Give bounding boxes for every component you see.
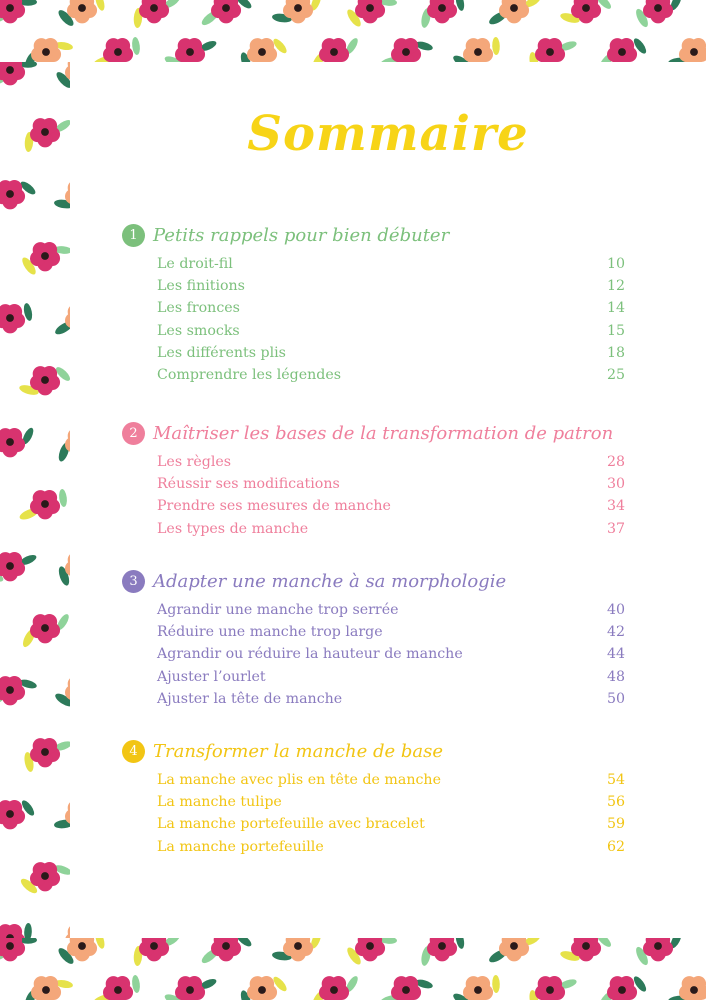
flower-icon bbox=[30, 738, 60, 767]
toc-entry-page: 14 bbox=[606, 300, 625, 317]
toc-entry bbox=[157, 454, 625, 476]
toc-entry bbox=[157, 669, 625, 691]
toc-entry bbox=[157, 816, 625, 838]
toc-entry bbox=[157, 602, 625, 624]
toc-entry bbox=[157, 345, 625, 367]
flower-icon bbox=[535, 976, 565, 1000]
flower-icon bbox=[247, 976, 277, 1000]
toc-entry-label: Réduire une manche trop large bbox=[157, 624, 383, 641]
leaf-icon bbox=[492, 37, 500, 55]
floral-pattern-bottom bbox=[0, 938, 706, 1000]
flower-icon bbox=[319, 38, 349, 62]
toc-entry bbox=[157, 521, 625, 543]
flower-icon bbox=[30, 614, 60, 643]
section-4 bbox=[122, 738, 632, 861]
flower-icon bbox=[319, 976, 349, 1000]
floral-pattern-left bbox=[0, 62, 70, 938]
flower-icon bbox=[463, 38, 493, 62]
toc-entry bbox=[157, 300, 625, 322]
flower-icon bbox=[0, 924, 25, 938]
toc-entry bbox=[157, 624, 625, 646]
toc-entry-label: Ajuster la tête de manche bbox=[157, 690, 343, 707]
flower-icon bbox=[391, 38, 421, 62]
flower-icon bbox=[679, 38, 706, 62]
toc-entry-page: 10 bbox=[606, 256, 625, 272]
toc-entry bbox=[157, 256, 625, 278]
entry-list bbox=[157, 454, 625, 543]
toc-entry-page: 40 bbox=[606, 602, 625, 618]
toc-entry bbox=[157, 646, 625, 668]
flower-icon bbox=[31, 38, 61, 62]
toc-entry bbox=[157, 839, 625, 861]
toc-entry-page: 44 bbox=[606, 646, 625, 663]
toc-entry-label: Les fronces bbox=[157, 300, 240, 317]
flower-icon bbox=[139, 938, 169, 961]
flower-icon bbox=[607, 976, 637, 1000]
section-title: Maîtriser les bases de la transformation de patron bbox=[153, 422, 614, 444]
flower-icon bbox=[427, 0, 457, 23]
flower-icon bbox=[30, 242, 60, 271]
flower-icon bbox=[30, 118, 60, 147]
toc-entry bbox=[157, 476, 625, 498]
leaf-icon bbox=[492, 975, 500, 993]
page-title: Sommaire bbox=[247, 106, 529, 162]
floral-border-left bbox=[0, 62, 70, 938]
flower-icon bbox=[643, 0, 673, 23]
section-header bbox=[122, 738, 632, 764]
flower-icon bbox=[0, 800, 25, 829]
flower-icon bbox=[139, 0, 169, 23]
flower-icon bbox=[103, 38, 133, 62]
section-number-badge: 2 bbox=[122, 422, 145, 445]
toc-entry-label: Les règles bbox=[157, 454, 232, 470]
entry-list bbox=[157, 772, 625, 861]
toc-entry bbox=[157, 794, 625, 816]
toc-entry-label: Les types de manche bbox=[157, 520, 309, 537]
toc-entry-page: 30 bbox=[606, 476, 625, 493]
section-title: Adapter une manche à sa morphologie bbox=[153, 570, 507, 592]
toc-entry-page: 34 bbox=[606, 498, 625, 515]
toc-entry-page: 50 bbox=[606, 690, 625, 707]
flower-icon bbox=[247, 38, 277, 62]
flower-icon bbox=[0, 304, 25, 333]
toc-entry-label: La manche portefeuille avec bracelet bbox=[157, 816, 425, 833]
floral-border-bottom bbox=[0, 938, 706, 1000]
toc-entry-label: Les smocks bbox=[157, 322, 240, 339]
flower-icon bbox=[0, 62, 25, 85]
flower-icon bbox=[463, 976, 493, 1000]
leaf-icon bbox=[24, 923, 32, 938]
content-panel bbox=[70, 62, 706, 938]
toc-entry-label: Le droit-fil bbox=[157, 256, 233, 272]
toc-entry-page: 37 bbox=[606, 520, 625, 537]
toc-entry-label: Ajuster l’ourlet bbox=[157, 668, 266, 685]
flower-icon bbox=[31, 976, 61, 1000]
toc-entry-label: La manche portefeuille bbox=[157, 838, 324, 855]
flower-icon bbox=[643, 938, 673, 961]
toc-entry-label: Prendre ses mesures de manche bbox=[157, 498, 391, 515]
toc-entry-page: 54 bbox=[606, 772, 625, 788]
flower-icon bbox=[607, 38, 637, 62]
toc-entry-page: 18 bbox=[606, 344, 625, 361]
flower-icon bbox=[391, 976, 421, 1000]
flower-icon bbox=[0, 552, 25, 581]
flower-icon bbox=[175, 38, 205, 62]
section-2 bbox=[122, 420, 632, 543]
section-title: Transformer la manche de base bbox=[153, 740, 444, 762]
toc-entry-label: Comprendre les légendes bbox=[157, 366, 342, 383]
flower-icon bbox=[0, 938, 25, 961]
flower-icon bbox=[0, 676, 25, 705]
toc-entry-label: La manche avec plis en tête de manche bbox=[157, 772, 441, 788]
floral-border-top bbox=[0, 0, 706, 62]
entry-list bbox=[157, 602, 625, 713]
floral-pattern-top bbox=[0, 0, 706, 62]
toc-entry-page: 59 bbox=[606, 816, 625, 833]
section-header bbox=[122, 420, 632, 446]
section-title: Petits rappels pour bien débuter bbox=[153, 224, 450, 246]
toc-entry-label: Les différents plis bbox=[157, 344, 286, 361]
toc-entry-page: 28 bbox=[606, 454, 625, 470]
section-number-badge: 4 bbox=[122, 740, 145, 763]
toc-entry-page: 48 bbox=[606, 668, 625, 685]
toc-entry-page: 42 bbox=[606, 624, 625, 641]
section-header bbox=[122, 222, 632, 248]
toc-entry bbox=[157, 367, 625, 389]
section-1 bbox=[122, 222, 632, 389]
flower-icon bbox=[0, 180, 25, 209]
flower-icon bbox=[211, 938, 241, 961]
toc-entry-page: 25 bbox=[606, 366, 625, 383]
section-number-badge: 1 bbox=[122, 224, 145, 247]
flower-icon bbox=[0, 0, 25, 23]
toc-entry-page: 62 bbox=[606, 838, 625, 855]
toc-entry bbox=[157, 772, 625, 794]
entry-list bbox=[157, 256, 625, 389]
flower-icon bbox=[499, 938, 529, 961]
section-header bbox=[122, 568, 632, 594]
toc-entry-page: 12 bbox=[606, 278, 625, 295]
toc-entry-page: 56 bbox=[606, 794, 625, 811]
flower-icon bbox=[0, 428, 25, 457]
section-number-badge: 3 bbox=[122, 570, 145, 593]
flower-icon bbox=[499, 0, 529, 23]
toc-entry-label: Les finitions bbox=[157, 278, 245, 295]
toc-entry bbox=[157, 498, 625, 520]
flower-icon bbox=[211, 0, 241, 23]
toc-entry-label: La manche tulipe bbox=[157, 794, 282, 811]
section-3 bbox=[122, 568, 632, 713]
toc-entry bbox=[157, 278, 625, 300]
flower-icon bbox=[679, 976, 706, 1000]
flower-icon bbox=[427, 938, 457, 961]
toc-entry-label: Réussir ses modifications bbox=[157, 476, 340, 493]
flower-icon bbox=[535, 38, 565, 62]
toc-entry bbox=[157, 323, 625, 345]
toc-entry-label: Agrandir une manche trop serrée bbox=[157, 602, 399, 618]
toc-entry-label: Agrandir ou réduire la hauteur de manche bbox=[157, 646, 463, 663]
flower-icon bbox=[175, 976, 205, 1000]
toc-entry bbox=[157, 691, 625, 713]
flower-icon bbox=[103, 976, 133, 1000]
toc-entry-page: 15 bbox=[606, 322, 625, 339]
